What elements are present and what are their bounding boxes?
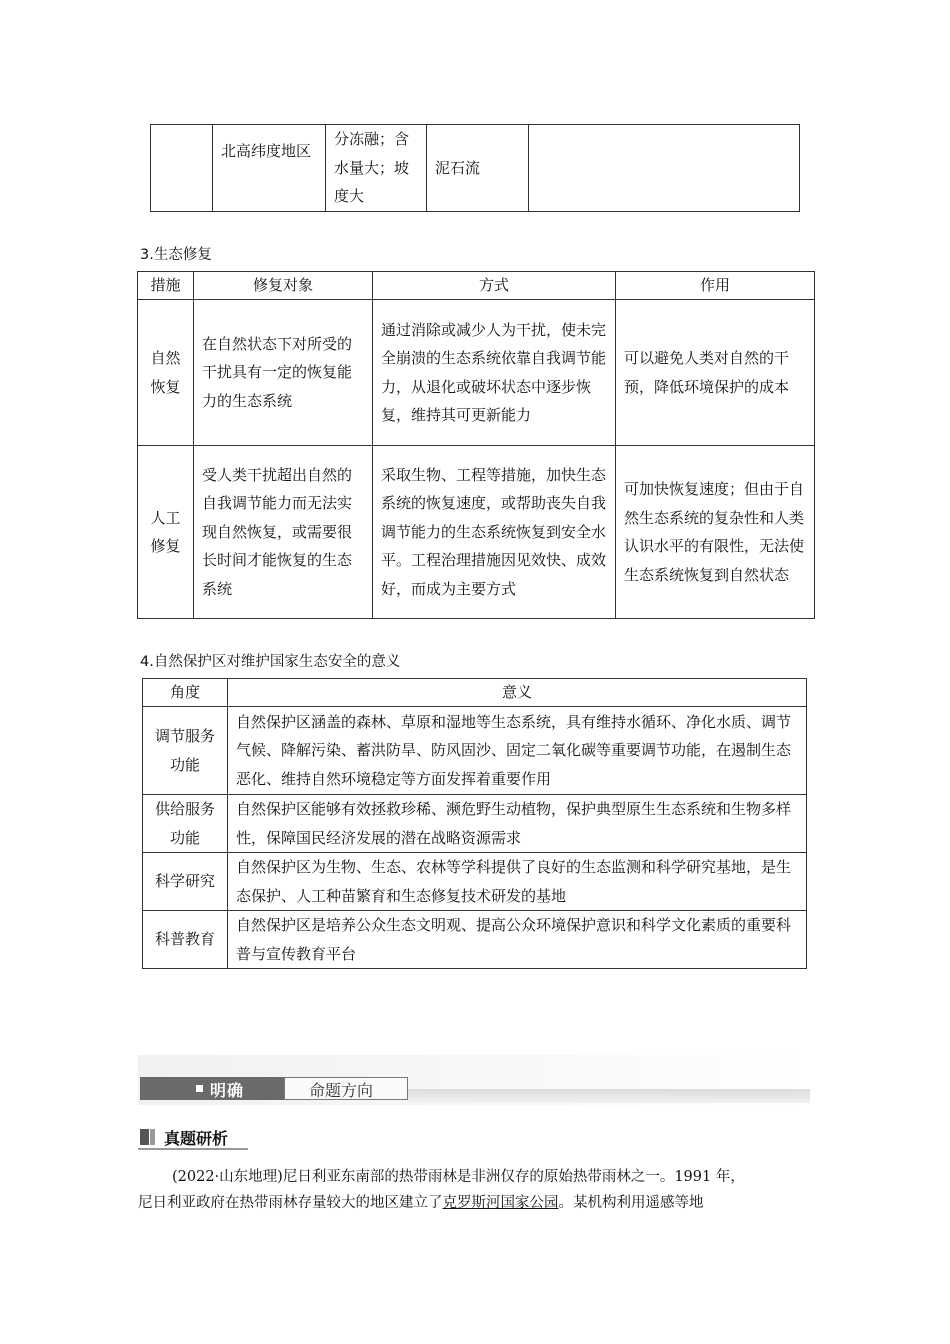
ecological-restoration-table	[137, 271, 815, 619]
header-meaning: 意义	[228, 679, 807, 707]
header-target: 修复对象	[194, 272, 373, 300]
table-row	[143, 795, 807, 853]
angle-education: 科普教育	[143, 911, 228, 969]
question-line-2	[138, 1190, 814, 1216]
target-artificial: 受人类干扰超出自然的自我调节能力而无法实现自然恢复，或需要很长时间才能恢复的生态系统	[194, 446, 373, 619]
banner-divider	[408, 1089, 810, 1103]
heading-underline	[138, 1148, 248, 1150]
question-part3: 。某机构利用遥感等地	[558, 1195, 704, 1211]
table1-cell-type: 泥石流	[427, 125, 529, 212]
question-line-1	[138, 1164, 814, 1190]
table1-cell-empty	[151, 125, 213, 212]
table-row	[143, 911, 807, 969]
section4-title: 4.自然保护区对维护国家生态安全的意义	[140, 654, 401, 670]
header-angle: 角度	[143, 679, 228, 707]
meaning-education: 自然保护区是培养公众生态文明观、提高公众环境保护意识和科学文化素质的重要科普与宣传教育平台	[228, 911, 807, 969]
table1-cell-empty-2	[529, 125, 800, 212]
banner-label-box	[284, 1077, 408, 1100]
heading-marker-icon-2	[150, 1129, 155, 1145]
meaning-research: 自然保护区为生物、生态、农林等学科提供了良好的生态监测和科学研究基地，是生态保护、人工种苗繁育和生态修复技术研发的基地	[228, 853, 807, 911]
landslide-table-fragment	[150, 124, 800, 212]
banner-left-text: 明确	[210, 1081, 245, 1100]
header-measure: 措施	[138, 272, 194, 300]
meaning-regulation: 自然保护区涵盖的森林、草原和湿地等生态系统，具有维持水循环、净化水质、调节气候、降解污染、蓄洪防旱、防风固沙、固定二氧化碳等重要调节功能，在遏制生态恶化、维持自然环境稳定等方面发挥着重要作用	[228, 707, 807, 795]
effect-artificial: 可加快恢复速度；但由于自然生态系统的复杂性和人类认识水平的有限性，无法使生态系统恢复到自然状态	[616, 446, 815, 619]
heading-marker-icon	[140, 1129, 149, 1145]
table-row	[138, 446, 815, 619]
table1-cell-conditions: 分冻融；含水量大；坡度大	[326, 125, 427, 212]
section3-title: 3.生态修复	[140, 247, 212, 263]
question-part2: 尼日利亚政府在热带雨林存量较大的地区建立了	[138, 1195, 443, 1211]
angle-supply: 供给服务功能	[143, 795, 228, 853]
table1-cell-region: 北高纬度地区	[213, 125, 326, 212]
table-row	[143, 853, 807, 911]
method-natural: 通过消除或减少人为干扰，使未完全崩溃的生态系统依靠自我调节能力，从退化或破坏状态中逐步恢复，维持其可更新能力	[373, 300, 616, 446]
analysis-title: 真题研析	[164, 1129, 229, 1148]
square-bullet-icon	[196, 1085, 203, 1092]
header-method: 方式	[373, 272, 616, 300]
table-row	[138, 300, 815, 446]
measure-natural: 自然恢复	[138, 300, 194, 446]
measure-artificial: 人工修复	[138, 446, 194, 619]
target-natural: 在自然状态下对所受的干扰具有一定的恢复能力的生态系统	[194, 300, 373, 446]
method-artificial: 采取生物、工程等措施，加快生态系统的恢复速度，或帮助丧失自我调节能力的生态系统恢复到安全水平。工程治理措施因见效快、成效好，而成为主要方式	[373, 446, 616, 619]
table-row	[143, 707, 807, 795]
question-part1: (2022·山东地理)尼日利亚东南部的热带雨林是非洲仅存的原始热带雨林之一。1991 年，	[172, 1169, 745, 1185]
nature-reserve-significance-table	[142, 678, 807, 969]
header-effect: 作用	[616, 272, 815, 300]
effect-natural: 可以避免人类对自然的干预，降低环境保护的成本	[616, 300, 815, 446]
banner-label-dark	[140, 1077, 284, 1100]
angle-regulation: 调节服务功能	[143, 707, 228, 795]
meaning-supply: 自然保护区能够有效拯救珍稀、濒危野生动植物，保护典型原生生态系统和生物多样性，保障国民经济发展的潜在战略资源需求	[228, 795, 807, 853]
question-underlined: 克罗斯河国家公园	[442, 1195, 559, 1211]
angle-research: 科学研究	[143, 853, 228, 911]
banner-right-text: 命题方向	[309, 1081, 374, 1100]
